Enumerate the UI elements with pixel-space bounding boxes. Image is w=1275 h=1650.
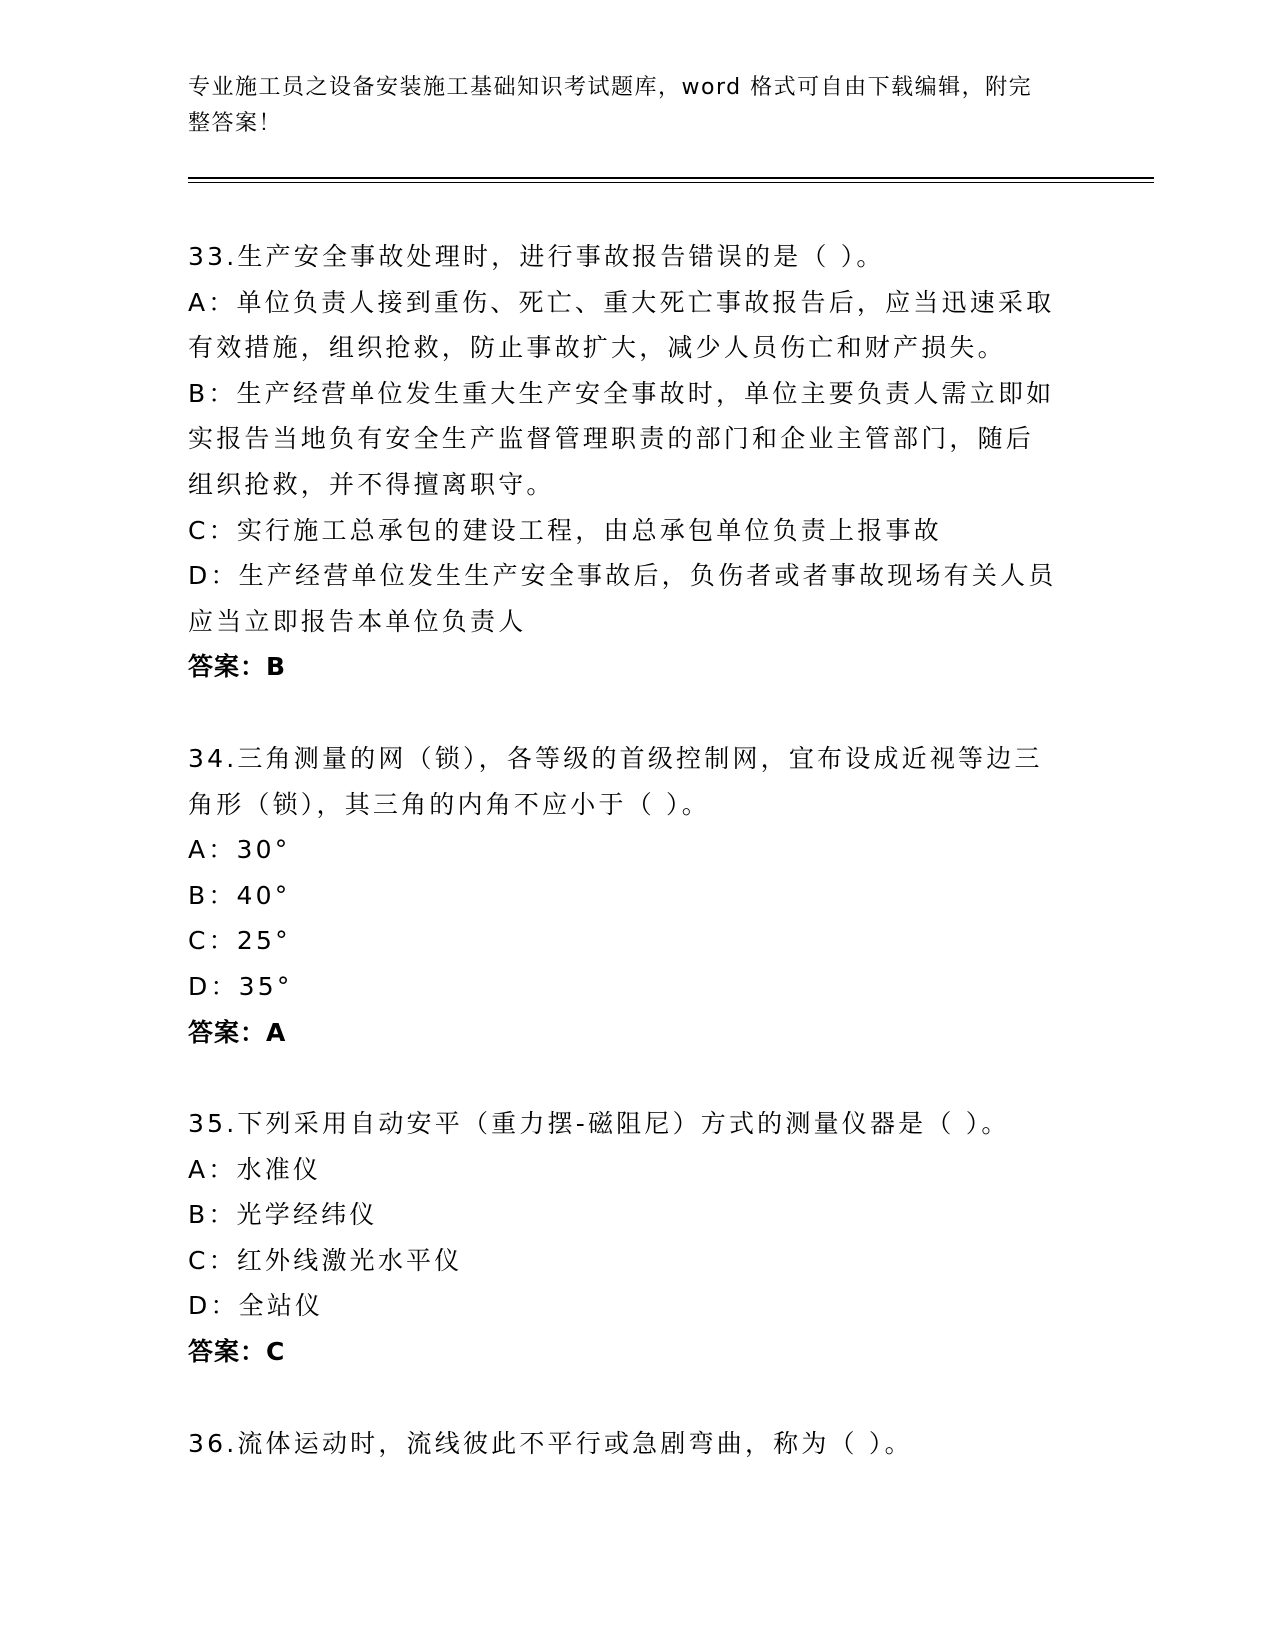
option-b: B：生产经营单位发生重大生产安全事故时，单位主要负责人需立即如 <box>188 378 1055 408</box>
option-c: C：25° <box>188 926 291 956</box>
question-list <box>188 234 1088 1512</box>
option-d-continued: 应当立即报告本单位负责人 <box>188 606 527 636</box>
header-title-line-1: 专业施工员之设备安装施工基础知识考试题库，word 格式可自由下载编辑，附完 <box>188 75 1033 100</box>
option-b-continued: 组织抢救，并不得擅离职守。 <box>188 469 555 499</box>
header-divider-thick <box>188 177 1154 179</box>
question-stem: 36.流体运动时，流线彼此不平行或急剧弯曲，称为（ ）。 <box>188 1428 913 1458</box>
answer: 答案：B <box>188 652 287 682</box>
question-36 <box>188 1421 1088 1467</box>
answer: 答案：C <box>188 1337 286 1367</box>
option-b: B：光学经纬仪 <box>188 1200 378 1230</box>
document-header <box>188 70 1078 142</box>
question-stem: 34.三角测量的网（锁），各等级的首级控制网，宜布设成近视等边三 <box>188 743 1043 773</box>
option-b: B：40° <box>188 880 291 910</box>
header-title-line-2: 整答案！ <box>188 111 283 136</box>
option-a: A：水准仪 <box>188 1154 322 1184</box>
header-divider-thin <box>188 182 1154 183</box>
answer: 答案：A <box>188 1017 287 1047</box>
option-a: A：30° <box>188 835 291 865</box>
question-33 <box>188 234 1088 690</box>
option-a: A：单位负责人接到重伤、死亡、重大死亡事故报告后，应当迅速采取 <box>188 287 1055 317</box>
question-stem: 35.下列采用自动安平（重力摆-磁阻尼）方式的测量仪器是（ ）。 <box>188 1109 1010 1139</box>
question-35 <box>188 1101 1088 1375</box>
question-34 <box>188 736 1088 1055</box>
question-stem: 33.生产安全事故处理时，进行事故报告错误的是（ ）。 <box>188 242 885 271</box>
option-b-continued: 实报告当地负有安全生产监督管理职责的部门和企业主管部门，随后 <box>188 424 1035 454</box>
option-d: D：生产经营单位发生生产安全事故后，负伤者或者事故现场有关人员 <box>188 561 1057 591</box>
option-d: D：35° <box>188 971 293 1001</box>
question-stem-continued: 角形（锁），其三角的内角不应小于（ ）。 <box>188 789 710 819</box>
option-d: D：全站仪 <box>188 1291 324 1321</box>
option-a-continued: 有效措施，组织抢救，防止事故扩大，减少人员伤亡和财产损失。 <box>188 333 1006 363</box>
option-c: C：红外线激光水平仪 <box>188 1245 463 1275</box>
option-c: C：实行施工总承包的建设工程，由总承包单位负责上报事故 <box>188 515 942 545</box>
